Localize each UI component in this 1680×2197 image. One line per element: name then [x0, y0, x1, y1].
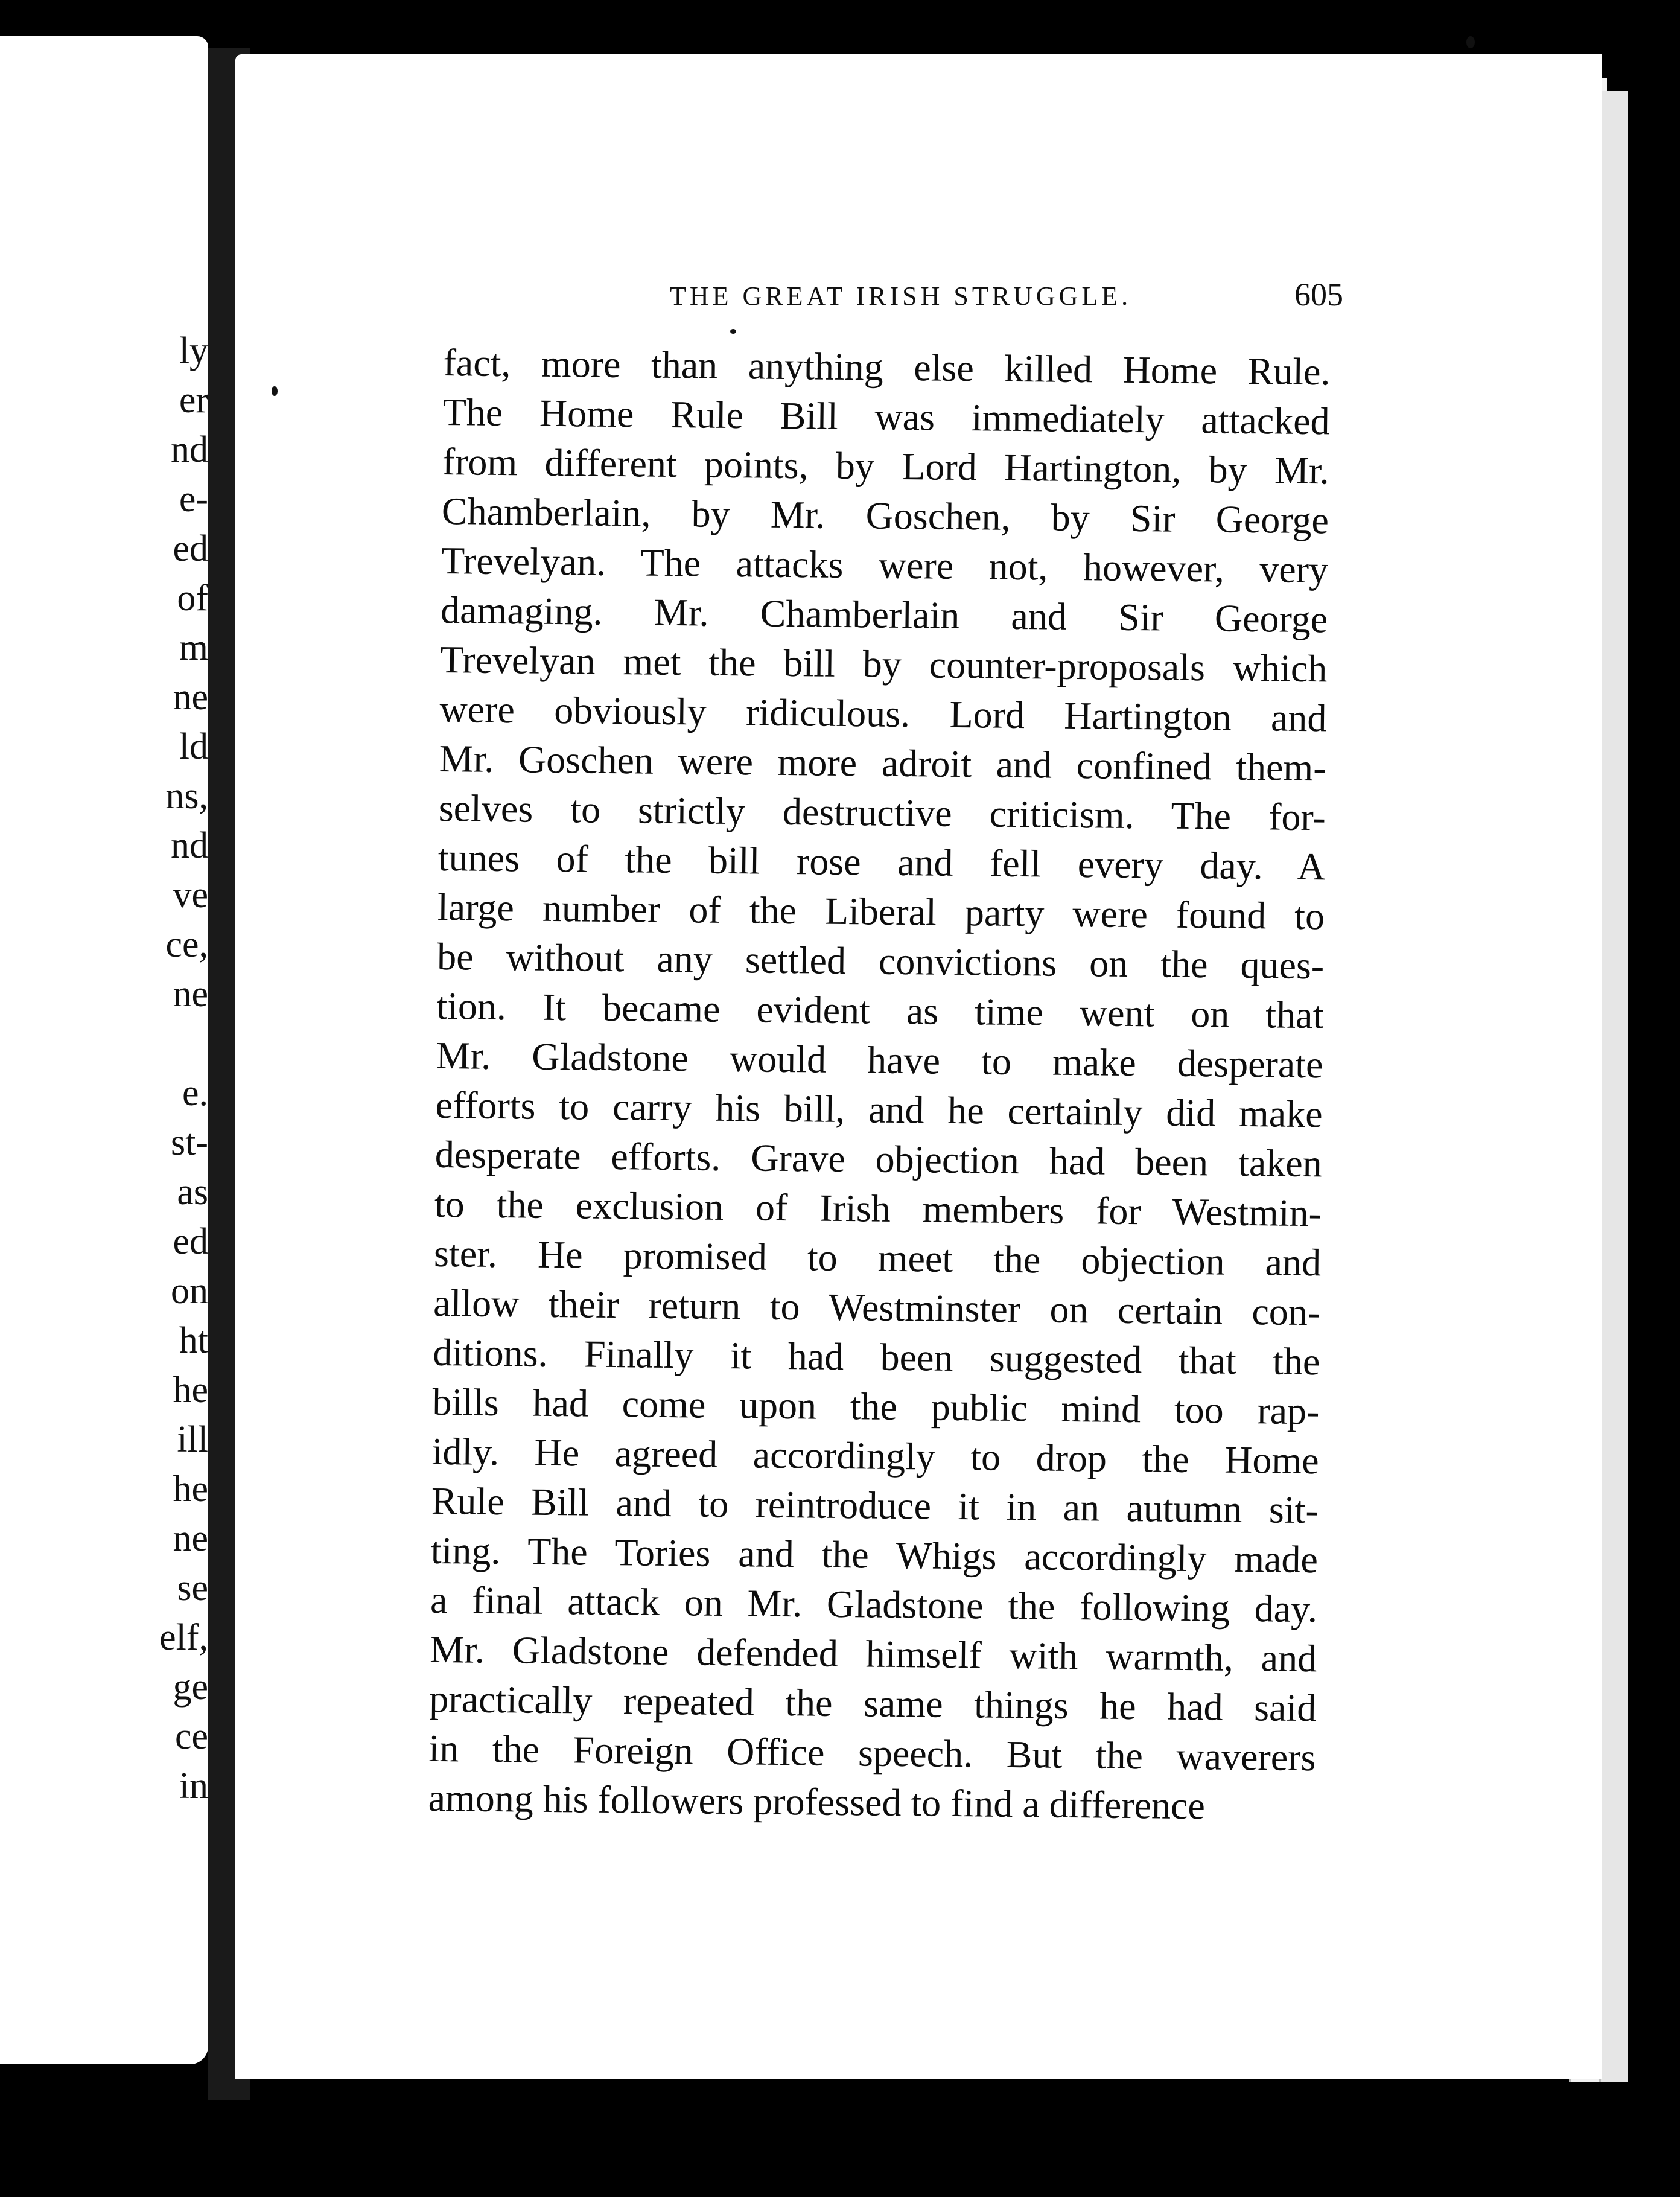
left-fragment: nd: [171, 429, 208, 470]
text-line: The Home Rule Bill was immediately attacked: [442, 390, 1331, 443]
left-fragment-gap: [136, 1019, 208, 1068]
running-title: THE GREAT IRISH STRUGGLE.: [670, 281, 1132, 311]
left-fragment: on: [171, 1271, 208, 1312]
text-line: selves to strictly destructive criticism. The for-: [438, 786, 1326, 839]
left-fragment: ns,: [165, 776, 208, 817]
left-fragment: elf,: [159, 1617, 208, 1658]
text-line: large number of the Liberal party were found to: [437, 885, 1325, 938]
text-line: Trevelyan. The attacks were not, however, very: [441, 538, 1329, 592]
left-fragment: se: [177, 1567, 208, 1609]
left-fragment: he: [173, 1370, 208, 1411]
left-fragment: st-: [171, 1122, 208, 1163]
text-line: ster. He promised to meet the objection and: [433, 1231, 1322, 1284]
text-line: Mr. Goschen were more adroit and confined them-: [439, 736, 1326, 789]
text-line: be without any settled convictions on the ques-: [436, 934, 1325, 987]
text-line: tunes of the bill rose and fell every day. A: [438, 835, 1326, 888]
page-stack-edge: [1599, 91, 1628, 2082]
text-line: Chamberlain, by Mr. Goschen, by Sir George: [441, 489, 1329, 542]
left-fragment: as: [177, 1172, 208, 1213]
left-fragment: ve: [173, 875, 208, 916]
text-line: bills had come upon the public mind too rap-: [432, 1380, 1320, 1433]
left-fragment: ld: [179, 726, 208, 767]
scan-speck: [730, 329, 736, 334]
scan-speck: [1466, 36, 1475, 48]
left-fragment: ne: [173, 677, 208, 718]
text-line: practically repeated the same things he had said: [429, 1677, 1317, 1730]
left-fragment: ce,: [165, 924, 208, 965]
left-fragment: ed: [173, 1221, 208, 1262]
page-number: 605: [1294, 276, 1343, 313]
left-page-text-fragments: [136, 326, 208, 1811]
left-fragment: nd: [171, 825, 208, 866]
text-line: were obviously ridiculous. Lord Hartington and: [439, 687, 1327, 740]
text-line: allow their return to Westminster on certain con-: [433, 1281, 1321, 1334]
text-line: idly. He agreed accordingly to drop the Home: [431, 1429, 1319, 1482]
left-fragment: he: [173, 1468, 208, 1510]
left-fragment: in: [179, 1765, 208, 1806]
left-fragment: ce: [174, 1716, 208, 1757]
text-line: tion. It became evident as time went on that: [436, 984, 1324, 1037]
text-line: from different points, by Lord Hartington, by Mr.: [442, 439, 1330, 493]
left-fragment: of: [177, 578, 208, 619]
left-fragment: m: [179, 627, 208, 668]
left-fragment: ne: [173, 1518, 208, 1559]
scan-speck: [272, 386, 278, 396]
left-fragment: ed: [173, 528, 208, 569]
left-page-edge: [0, 36, 208, 2064]
text-line: fact, more than anything else killed Home Rule.: [443, 340, 1331, 394]
text-line: ditions. Finally it had been suggested that the: [433, 1330, 1320, 1383]
left-fragment: er: [179, 380, 208, 421]
text-line: Rule Bill and to reintroduce it in an autumn sit-: [431, 1479, 1319, 1532]
text-line: Trevelyan met the bill by counter-proposals which: [440, 637, 1328, 690]
text-line: to the exclusion of Irish members for Westmin-: [434, 1182, 1322, 1235]
left-fragment: ne: [173, 974, 208, 1015]
text-line: Mr. Gladstone would have to make desperate: [436, 1033, 1323, 1086]
left-fragment: ht: [179, 1320, 208, 1361]
body-text: [428, 338, 1331, 1832]
left-fragment: ly: [179, 330, 208, 371]
text-line: Mr. Gladstone defended himself with warmth, and: [429, 1627, 1317, 1680]
left-fragment: ge: [173, 1666, 208, 1708]
text-line: among his followers professed to find a difference: [428, 1776, 1206, 1828]
text-line: efforts to carry his bill, and he certainly did make: [435, 1083, 1323, 1136]
text-line: a final attack on Mr. Gladstone the following day.: [430, 1578, 1318, 1631]
text-line: desperate efforts. Grave objection had been taken: [434, 1132, 1323, 1185]
text-line: ting. The Tories and the Whigs accordingly made: [430, 1528, 1319, 1581]
running-head: [235, 276, 1602, 347]
text-line: damaging. Mr. Chamberlain and Sir George: [440, 588, 1328, 641]
text-line: in the Foreign Office speech. But the waverers: [428, 1726, 1316, 1779]
left-fragment: e-: [179, 479, 208, 520]
left-fragment: e.: [182, 1073, 208, 1114]
left-fragment: ill: [177, 1419, 208, 1460]
book-page: [235, 54, 1602, 2079]
